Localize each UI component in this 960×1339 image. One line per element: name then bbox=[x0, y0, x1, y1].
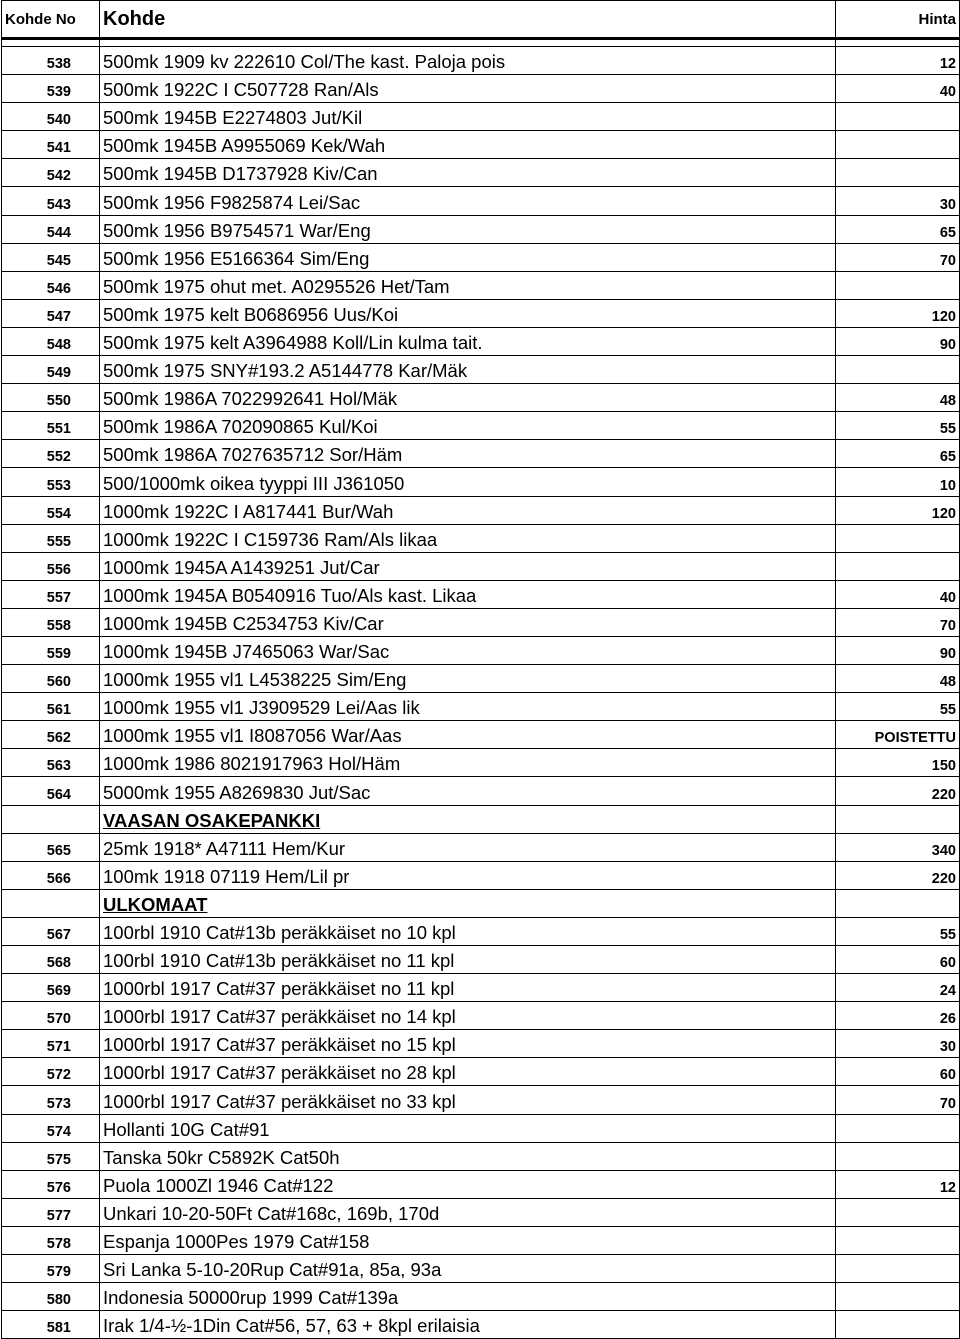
section-heading-row bbox=[2, 889, 960, 917]
table-row bbox=[2, 1086, 960, 1114]
table-row bbox=[2, 384, 960, 412]
item-description: 500mk 1922C I C507728 Ran/Als bbox=[100, 75, 836, 103]
lot-table bbox=[1, 0, 960, 1339]
item-description: 1000rbl 1917 Cat#37 peräkkäiset no 15 kpl bbox=[100, 1030, 836, 1058]
item-description: Unkari 10-20-50Ft Cat#168c, 169b, 170d bbox=[100, 1198, 836, 1226]
item-description: Hollanti 10G Cat#91 bbox=[100, 1114, 836, 1142]
item-description: 5000mk 1955 A8269830 Jut/Sac bbox=[100, 777, 836, 805]
price: 30 bbox=[836, 187, 960, 215]
price bbox=[836, 552, 960, 580]
lot-number: 566 bbox=[2, 861, 100, 889]
table-row bbox=[2, 440, 960, 468]
lot-number: 540 bbox=[2, 103, 100, 131]
item-description: 1000mk 1945B C2534753 Kiv/Car bbox=[100, 608, 836, 636]
lot-number: 574 bbox=[2, 1114, 100, 1142]
price bbox=[836, 159, 960, 187]
lot-number: 541 bbox=[2, 131, 100, 159]
price bbox=[836, 356, 960, 384]
price: 120 bbox=[836, 496, 960, 524]
lot-number: 578 bbox=[2, 1226, 100, 1254]
lot-number: 563 bbox=[2, 749, 100, 777]
table-row bbox=[2, 1311, 960, 1339]
lot-number: 557 bbox=[2, 580, 100, 608]
lot-number bbox=[2, 805, 100, 833]
price bbox=[836, 1255, 960, 1283]
price bbox=[836, 1311, 960, 1339]
price bbox=[836, 1283, 960, 1311]
column-header-price: Hinta bbox=[836, 1, 960, 39]
item-description: 1000rbl 1917 Cat#37 peräkkäiset no 33 kpl bbox=[100, 1086, 836, 1114]
item-description: 1000mk 1945A A1439251 Jut/Car bbox=[100, 552, 836, 580]
price bbox=[836, 1198, 960, 1226]
lot-number: 564 bbox=[2, 777, 100, 805]
lot-number: 577 bbox=[2, 1198, 100, 1226]
price: 220 bbox=[836, 777, 960, 805]
lot-number: 552 bbox=[2, 440, 100, 468]
lot-number: 544 bbox=[2, 215, 100, 243]
price: 70 bbox=[836, 608, 960, 636]
table-row bbox=[2, 777, 960, 805]
lot-number: 559 bbox=[2, 636, 100, 664]
lot-number: 571 bbox=[2, 1030, 100, 1058]
item-description: 500mk 1975 SNY#193.2 A5144778 Kar/Mäk bbox=[100, 356, 836, 384]
price: 340 bbox=[836, 833, 960, 861]
table-row bbox=[2, 412, 960, 440]
lot-number: 555 bbox=[2, 524, 100, 552]
item-description: 100mk 1918 07119 Hem/Lil pr bbox=[100, 861, 836, 889]
table-row bbox=[2, 131, 960, 159]
item-description: 500mk 1975 kelt A3964988 Koll/Lin kulma tait. bbox=[100, 327, 836, 355]
price: 55 bbox=[836, 917, 960, 945]
item-description: 1000mk 1922C I A817441 Bur/Wah bbox=[100, 496, 836, 524]
price: 60 bbox=[836, 1058, 960, 1086]
item-description: Tanska 50kr C5892K Cat50h bbox=[100, 1142, 836, 1170]
lot-number: 554 bbox=[2, 496, 100, 524]
item-description: 500mk 1956 E5166364 Sim/Eng bbox=[100, 243, 836, 271]
table-row bbox=[2, 721, 960, 749]
section-title-text: ULKOMAAT bbox=[103, 893, 208, 915]
lot-number: 548 bbox=[2, 327, 100, 355]
price: 30 bbox=[836, 1030, 960, 1058]
table-header bbox=[2, 1, 960, 39]
item-description: 25mk 1918* A47111 Hem/Kur bbox=[100, 833, 836, 861]
price: 55 bbox=[836, 412, 960, 440]
lot-number: 565 bbox=[2, 833, 100, 861]
item-description: Irak 1/4-½-1Din Cat#56, 57, 63 + 8kpl erilaisia bbox=[100, 1311, 836, 1339]
item-description: 1000rbl 1917 Cat#37 peräkkäiset no 28 kpl bbox=[100, 1058, 836, 1086]
lot-number: 567 bbox=[2, 917, 100, 945]
table-row bbox=[2, 749, 960, 777]
lot-number: 553 bbox=[2, 468, 100, 496]
lot-number: 579 bbox=[2, 1255, 100, 1283]
section-title bbox=[100, 889, 836, 917]
table-row bbox=[2, 103, 960, 131]
price: 12 bbox=[836, 1170, 960, 1198]
item-description: Puola 1000Zl 1946 Cat#122 bbox=[100, 1170, 836, 1198]
lot-number: 561 bbox=[2, 693, 100, 721]
price: 60 bbox=[836, 946, 960, 974]
table-row bbox=[2, 1198, 960, 1226]
table-row bbox=[2, 299, 960, 327]
table-body bbox=[2, 39, 960, 1339]
item-description: 500mk 1945B D1737928 Kiv/Can bbox=[100, 159, 836, 187]
price: 65 bbox=[836, 215, 960, 243]
item-description: 500/1000mk oikea tyyppi III J361050 bbox=[100, 468, 836, 496]
lot-number bbox=[2, 889, 100, 917]
table-row bbox=[2, 1002, 960, 1030]
item-description: Sri Lanka 5-10-20Rup Cat#91a, 85a, 93a bbox=[100, 1255, 836, 1283]
lot-number: 562 bbox=[2, 721, 100, 749]
table-row bbox=[2, 243, 960, 271]
item-description: 1000mk 1922C I C159736 Ram/Als likaa bbox=[100, 524, 836, 552]
price: 90 bbox=[836, 327, 960, 355]
table-row bbox=[2, 524, 960, 552]
lot-number: 572 bbox=[2, 1058, 100, 1086]
table-row bbox=[2, 917, 960, 945]
lot-number: 538 bbox=[2, 47, 100, 75]
price bbox=[836, 524, 960, 552]
price: 120 bbox=[836, 299, 960, 327]
item-description: 1000mk 1945A B0540916 Tuo/Als kast. Likaa bbox=[100, 580, 836, 608]
item-description: 500mk 1956 B9754571 War/Eng bbox=[100, 215, 836, 243]
table-row bbox=[2, 1114, 960, 1142]
lot-number: 547 bbox=[2, 299, 100, 327]
lot-number: 543 bbox=[2, 187, 100, 215]
lot-number: 575 bbox=[2, 1142, 100, 1170]
lot-number: 539 bbox=[2, 75, 100, 103]
table-row bbox=[2, 665, 960, 693]
table-row bbox=[2, 187, 960, 215]
price: 150 bbox=[836, 749, 960, 777]
table-row bbox=[2, 693, 960, 721]
item-description: 1000rbl 1917 Cat#37 peräkkäiset no 14 kpl bbox=[100, 1002, 836, 1030]
table-row bbox=[2, 75, 960, 103]
item-description: 100rbl 1910 Cat#13b peräkkäiset no 11 kpl bbox=[100, 946, 836, 974]
item-description: 100rbl 1910 Cat#13b peräkkäiset no 10 kpl bbox=[100, 917, 836, 945]
table-row bbox=[2, 1283, 960, 1311]
table-row bbox=[2, 159, 960, 187]
item-description: 1000mk 1945B J7465063 War/Sac bbox=[100, 636, 836, 664]
table-row bbox=[2, 356, 960, 384]
table-row bbox=[2, 1058, 960, 1086]
table-row bbox=[2, 608, 960, 636]
table-row bbox=[2, 636, 960, 664]
item-description: 500mk 1945B A9955069 Kek/Wah bbox=[100, 131, 836, 159]
item-description: 1000mk 1955 vl1 J3909529 Lei/Aas lik bbox=[100, 693, 836, 721]
lot-number: 545 bbox=[2, 243, 100, 271]
table-row bbox=[2, 47, 960, 75]
item-description: 1000mk 1955 vl1 I8087056 War/Aas bbox=[100, 721, 836, 749]
lot-number: 549 bbox=[2, 356, 100, 384]
table-row bbox=[2, 580, 960, 608]
item-description: Espanja 1000Pes 1979 Cat#158 bbox=[100, 1226, 836, 1254]
price bbox=[836, 1142, 960, 1170]
price: 26 bbox=[836, 1002, 960, 1030]
price: 40 bbox=[836, 580, 960, 608]
price bbox=[836, 131, 960, 159]
table-row bbox=[2, 833, 960, 861]
price: 70 bbox=[836, 243, 960, 271]
lot-number: 581 bbox=[2, 1311, 100, 1339]
table-row bbox=[2, 496, 960, 524]
table-row bbox=[2, 552, 960, 580]
price: 55 bbox=[836, 693, 960, 721]
table-row bbox=[2, 861, 960, 889]
table-row bbox=[2, 1142, 960, 1170]
table-row bbox=[2, 327, 960, 355]
item-description: 500mk 1945B E2274803 Jut/Kil bbox=[100, 103, 836, 131]
price bbox=[836, 805, 960, 833]
section-title bbox=[100, 805, 836, 833]
section-title-text: VAASAN OSAKEPANKKI bbox=[103, 809, 321, 831]
item-description: 500mk 1986A 7022992641 Hol/Mäk bbox=[100, 384, 836, 412]
price: 65 bbox=[836, 440, 960, 468]
table-row bbox=[2, 1226, 960, 1254]
price: 12 bbox=[836, 47, 960, 75]
header-spacer bbox=[2, 39, 960, 47]
section-heading-row bbox=[2, 805, 960, 833]
lot-number: 558 bbox=[2, 608, 100, 636]
lot-number: 576 bbox=[2, 1170, 100, 1198]
lot-number: 570 bbox=[2, 1002, 100, 1030]
table-row bbox=[2, 1030, 960, 1058]
table-row bbox=[2, 215, 960, 243]
column-header-item: Kohde bbox=[100, 1, 836, 39]
price: 220 bbox=[836, 861, 960, 889]
table-row bbox=[2, 468, 960, 496]
price: 10 bbox=[836, 468, 960, 496]
lot-number: 542 bbox=[2, 159, 100, 187]
price bbox=[836, 103, 960, 131]
price: 48 bbox=[836, 384, 960, 412]
lot-number: 550 bbox=[2, 384, 100, 412]
price bbox=[836, 889, 960, 917]
lot-number: 580 bbox=[2, 1283, 100, 1311]
price: 24 bbox=[836, 974, 960, 1002]
price bbox=[836, 1114, 960, 1142]
item-description: 500mk 1975 kelt B0686956 Uus/Koi bbox=[100, 299, 836, 327]
lot-number: 569 bbox=[2, 974, 100, 1002]
price: 70 bbox=[836, 1086, 960, 1114]
table-row bbox=[2, 946, 960, 974]
price: POISTETTU bbox=[836, 721, 960, 749]
price bbox=[836, 1226, 960, 1254]
price: 90 bbox=[836, 636, 960, 664]
item-description: Indonesia 50000rup 1999 Cat#139a bbox=[100, 1283, 836, 1311]
table-row bbox=[2, 271, 960, 299]
item-description: 500mk 1956 F9825874 Lei/Sac bbox=[100, 187, 836, 215]
lot-number: 551 bbox=[2, 412, 100, 440]
lot-number: 556 bbox=[2, 552, 100, 580]
item-description: 500mk 1975 ohut met. A0295526 Het/Tam bbox=[100, 271, 836, 299]
item-description: 500mk 1986A 702090865 Kul/Koi bbox=[100, 412, 836, 440]
item-description: 1000mk 1986 8021917963 Hol/Häm bbox=[100, 749, 836, 777]
item-description: 500mk 1986A 7027635712 Sor/Häm bbox=[100, 440, 836, 468]
table-row bbox=[2, 1170, 960, 1198]
table-row bbox=[2, 1255, 960, 1283]
table-row bbox=[2, 974, 960, 1002]
lot-number: 560 bbox=[2, 665, 100, 693]
price: 48 bbox=[836, 665, 960, 693]
item-description: 500mk 1909 kv 222610 Col/The kast. Paloja pois bbox=[100, 47, 836, 75]
price bbox=[836, 271, 960, 299]
column-header-lot-number: Kohde No bbox=[2, 1, 100, 39]
item-description: 1000mk 1955 vl1 L4538225 Sim/Eng bbox=[100, 665, 836, 693]
lot-number: 546 bbox=[2, 271, 100, 299]
price: 40 bbox=[836, 75, 960, 103]
lot-number: 568 bbox=[2, 946, 100, 974]
lot-number: 573 bbox=[2, 1086, 100, 1114]
item-description: 1000rbl 1917 Cat#37 peräkkäiset no 11 kpl bbox=[100, 974, 836, 1002]
